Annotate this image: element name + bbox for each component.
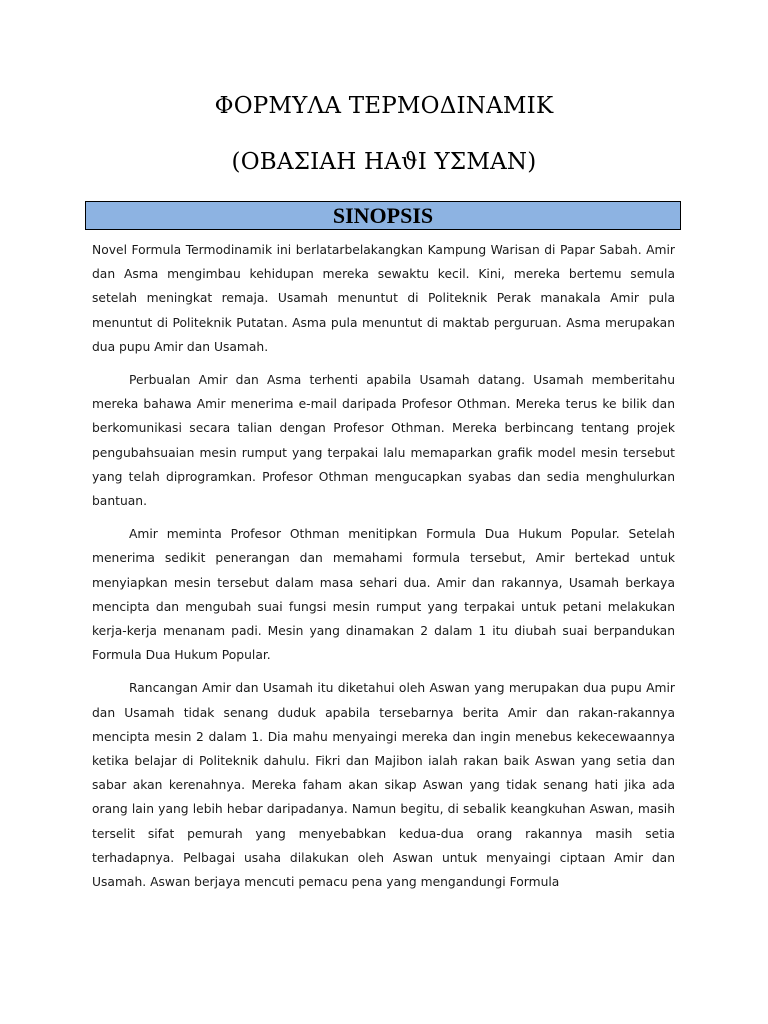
paragraph-2: Perbualan Amir dan Asma terhenti apabila Usamah datang. Usamah memberitahu mereka bahawa Amir menerima e-mail daripada Profesor Othman. Mereka terus ke bilik dan berkomunikasi secara talian dengan Profesor Othman. Mereka berbincang tentang projek pengubahsuaian mesin rumput yang terpakai lalu memaparkan grafik model mesin tersebut yang telah diprogramkan. Profesor Othman mengucapkan syabas dan sedia menghulurkan bantuan. bbox=[92, 373, 675, 509]
synopsis-body bbox=[92, 238, 675, 894]
section-heading-banner: SINOPSIS bbox=[85, 201, 681, 230]
document-subtitle: (ΟΒΑΣΙΑΗ ΗΑϑΙ ΥΣΜΑΝ) bbox=[231, 149, 537, 175]
paragraph-3: Amir meminta Profesor Othman menitipkan Formula Dua Hukum Popular. Setelah menerima sedikit penerangan dan memahami formula tersebut, Amir bertekad untuk menyiapkan mesin tersebut dalam masa sehari dua. Amir dan rakannya, Usamah berkaya mencipta dan mengubah suai fungsi mesin rumput yang terpakai untuk petani melakukan kerja-kerja menanam padi. Mesin yang dinamakan 2 dalam 1 itu diubah suai berpandukan Formula Dua Hukum Popular. bbox=[92, 527, 675, 663]
document-title: ΦΟΡΜΥΛΑ ΤΕΡΜΟΔΙΝΑΜΙΚ bbox=[214, 93, 554, 119]
paragraph-4: Rancangan Amir dan Usamah itu diketahui oleh Aswan yang merupakan dua pupu Amir dan Usamah tidak senang duduk apabila tersebarnya berita Amir dan rakan-rakannya mencipta mesin 2 dalam 1. Dia mahu menyaingi mereka dan ingin menebus kekecewaannya ketika belajar di Politeknik dahulu. Fikri dan Majibon ialah rakan baik Aswan yang setia dan sabar akan kerenahnya. Mereka faham akan sikap Aswan yang tidak senang hati jika ada orang lain yang lebih hebar daripadanya. Namun begitu, di sebalik keangkuhan Aswan, masih terselit sifat pemurah yang menyebabkan kedua-dua orang rakannya masih setia terhadapnya. Pelbagai usaha dilakukan oleh Aswan untuk menyaingi ciptaan Amir dan Usamah. Aswan berjaya mencuti pemacu pena yang mengandungi Formula bbox=[92, 681, 675, 890]
paragraph-1: Novel Formula Termodinamik ini berlatarbelakangkan Kampung Warisan di Papar Sabah. Amir dan Asma mengimbau kehidupan mereka sewaktu kecil. Kini, mereka bertemu semula setelah meningkat remaja. Usamah menuntut di Politeknik Perak manakala Amir pula menuntut di Politeknik Putatan. Asma pula menuntut di maktab perguruan. Asma merupakan dua pupu Amir dan Usamah. bbox=[92, 243, 675, 354]
